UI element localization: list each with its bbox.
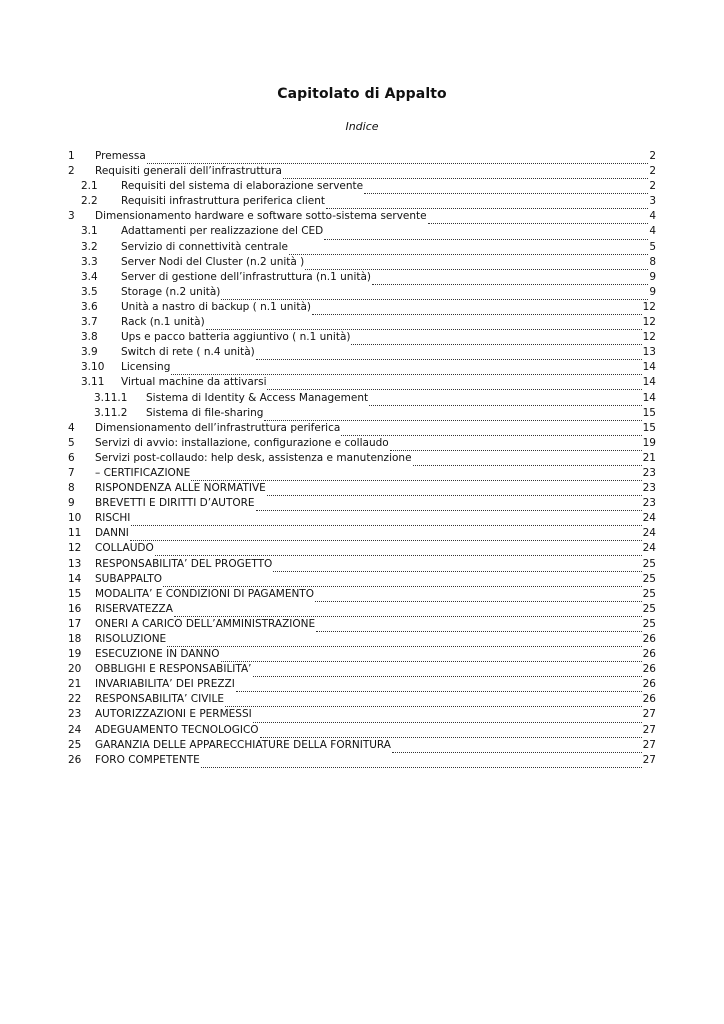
toc-dot-leader [253,712,642,723]
toc-entry[interactable] [68,149,656,164]
toc-entry-number: 11 [68,527,82,540]
toc-entry-number: 2.2 [81,195,98,208]
toc-entry-page[interactable]: 12 [642,300,656,313]
toc-entry[interactable] [68,723,656,738]
toc-dot-leader [130,530,642,541]
toc-entry-page[interactable]: 14 [642,361,656,374]
toc-entry-page[interactable]: 25 [642,617,656,630]
toc-dot-leader [206,319,642,330]
toc-dot-leader [324,229,648,240]
toc-entry-title[interactable]: Adattamenti per realizzazione del CED [121,225,324,238]
toc-dot-leader [326,198,648,209]
toc-entry-page[interactable]: 25 [642,557,656,570]
toc-dot-leader [312,304,642,315]
toc-entry-number: 3.11.1 [94,391,128,404]
toc-entry-page[interactable]: 21 [642,451,656,464]
toc-entry-title[interactable]: Unità a nastro di backup ( n.1 unità) [121,300,311,313]
toc-dot-leader [155,545,642,556]
toc-entry-page[interactable]: 2 [649,180,656,193]
toc-entry[interactable] [68,240,656,255]
toc-entry[interactable] [68,753,656,768]
toc-entry-number: 23 [68,708,82,721]
toc-dot-leader [392,742,642,753]
toc-dot-leader [163,576,642,587]
toc-entry[interactable] [68,209,656,224]
toc-entry-page[interactable]: 4 [649,225,656,238]
toc-entry[interactable] [68,194,656,209]
toc-entry-number: 7 [68,466,75,479]
toc-entry-page[interactable]: 27 [642,753,656,766]
toc-entry-title[interactable]: AUTORIZZAZIONI E PERMESSI [95,708,252,721]
toc-entry-title[interactable]: COLLAUDO [95,542,154,555]
toc-entry-number: 4 [68,421,75,434]
toc-entry-title[interactable]: RISCHI [95,512,131,525]
toc-entry[interactable] [68,481,656,496]
toc-entry-page[interactable]: 9 [649,285,656,298]
toc-dot-leader [315,591,642,602]
toc-entry-title[interactable]: INVARIABILITA’ DEI PREZZI [95,678,235,691]
toc-entry[interactable] [68,315,656,330]
index-heading: Indice [345,120,379,133]
toc-entry-page[interactable]: 24 [642,527,656,540]
toc-entry[interactable] [68,662,656,677]
toc-entry[interactable] [68,164,656,179]
toc-entry-title[interactable]: Servizio di connettività centrale [121,240,288,253]
toc-entry-number: 10 [68,512,82,525]
toc-entry-number: 15 [68,587,82,600]
toc-entry[interactable] [68,632,656,647]
toc-entry-number: 6 [68,451,75,464]
toc-entry-title[interactable]: Premessa [95,150,146,162]
toc-entry-page[interactable]: 19 [642,436,656,449]
toc-dot-leader [236,681,642,692]
toc-entry-number: 3.4 [81,270,98,283]
toc-entry[interactable] [68,345,656,360]
toc-entry-number: 3.10 [81,361,105,374]
toc-dot-leader [305,259,648,270]
toc-entry-number: 1 [68,150,75,162]
toc-entry-title[interactable]: Rack (n.1 unità) [121,316,205,329]
toc-entry[interactable] [68,406,656,421]
toc-entry[interactable] [68,330,656,345]
toc-entry-title[interactable]: Licensing [121,361,171,374]
toc-entry-page[interactable]: 27 [642,708,656,721]
toc-entry-title[interactable]: – CERTIFICAZIONE [95,466,191,479]
toc-entry-number: 3.8 [81,331,98,344]
toc-entry[interactable] [68,557,656,572]
toc-entry[interactable] [68,602,656,617]
toc-entry-title[interactable]: Requisiti generali dell’infrastruttura [95,165,282,178]
toc-dot-leader [369,395,642,406]
toc-entry[interactable] [68,285,656,300]
toc-dot-leader [413,455,642,466]
toc-entry-page[interactable]: 5 [649,240,656,253]
toc-entry-title[interactable]: RISPONDENZA ALLE NORMATIVE [95,482,266,495]
toc-entry-title[interactable]: DANNI [95,527,129,540]
toc-entry[interactable] [68,526,656,541]
toc-entry[interactable] [68,692,656,707]
toc-entry[interactable] [68,255,656,270]
toc-entry-number: 12 [68,542,82,555]
toc-entry-title[interactable]: ESECUZIONE IN DANNO [95,648,220,661]
toc-entry-page[interactable]: 13 [642,346,656,359]
toc-entry[interactable] [68,375,656,390]
toc-entry-title[interactable]: RISERVATEZZA [95,602,173,615]
toc-dot-leader [221,651,642,662]
toc-entry-title[interactable]: FORO COMPETENTE [95,753,200,766]
toc-entry-page[interactable]: 14 [642,391,656,404]
toc-entry-number: 20 [68,663,82,676]
toc-dot-leader [191,470,641,481]
toc-entry[interactable] [68,677,656,692]
toc-dot-leader [341,425,641,436]
toc-entry-page[interactable]: 26 [642,648,656,661]
toc-dot-leader [225,696,642,707]
toc-entry-page[interactable]: 23 [642,482,656,495]
toc-entry[interactable] [68,224,656,239]
toc-entry[interactable] [68,451,656,466]
toc-entry-title[interactable]: RESPONSABILITA’ DEL PROGETTO [95,557,273,570]
toc-entry-page[interactable]: 25 [642,602,656,615]
toc-dot-leader [264,410,641,421]
toc-entry-page[interactable]: 24 [642,512,656,525]
table-of-contents [68,149,656,768]
toc-entry-title[interactable]: Dimensionamento hardware e software sotto-sistema servente [95,210,427,223]
toc-dot-leader [171,364,641,375]
toc-entry-page[interactable]: 8 [649,255,656,268]
toc-entry-title[interactable]: Requisiti infrastruttura periferica client [121,195,325,208]
toc-entry-title[interactable]: Servizi di avvio: installazione, configurazione e collaudo [95,436,389,449]
toc-entry-title[interactable]: Sistema di Identity & Access Management [146,391,369,404]
toc-entry-number: 18 [68,633,82,645]
toc-entry-title[interactable]: ONERI A CARICO DELL’AMMINISTRAZIONE [95,617,316,630]
toc-entry[interactable] [68,360,656,375]
toc-entry-title[interactable]: OBBLIGHI E RESPONSABILITA’ [95,663,252,676]
toc-entry-number: 2.1 [81,180,98,193]
toc-entry-number: 19 [68,648,82,661]
toc-entry-number: 24 [68,723,82,736]
toc-entry-page[interactable]: 15 [642,406,656,419]
toc-dot-leader [316,621,641,632]
toc-entry-page[interactable]: 26 [642,663,656,676]
toc-entry-page[interactable]: 25 [642,572,656,585]
toc-entry-number: 17 [68,617,82,630]
toc-entry-number: 13 [68,557,82,570]
toc-entry-title[interactable]: MODALITA’ E CONDIZIONI DI PAGAMENTO [95,587,314,600]
toc-entry-number: 3.2 [81,240,98,253]
toc-entry-page[interactable]: 23 [642,497,656,510]
toc-entry-page[interactable]: 26 [642,678,656,691]
toc-entry-page[interactable]: 12 [642,316,656,329]
toc-dot-leader [273,561,641,572]
toc-entry[interactable] [68,421,656,436]
toc-entry-title[interactable]: GARANZIA DELLE APPARECCHIATURE DELLA FORNITURA [95,738,391,751]
toc-entry-title[interactable]: Ups e pacco batteria aggiuntivo ( n.1 unità) [121,331,351,344]
toc-entry[interactable] [68,179,656,194]
toc-entry-title[interactable]: RISOLUZIONE [95,633,167,645]
toc-entry-page[interactable]: 27 [642,738,656,751]
toc-entry-page[interactable]: 14 [642,376,656,389]
toc-entry-page[interactable]: 2 [649,165,656,178]
toc-entry[interactable] [68,587,656,602]
toc-dot-leader [267,485,642,496]
toc-entry-number: 16 [68,602,82,615]
toc-dot-leader [372,274,648,285]
toc-entry-title[interactable]: Virtual machine da attivarsi [121,376,267,389]
toc-entry-number: 9 [68,497,75,510]
toc-entry[interactable] [68,391,656,406]
toc-entry[interactable] [68,647,656,662]
toc-dot-leader [253,666,642,677]
toc-entry[interactable] [68,436,656,451]
toc-dot-leader [428,213,649,224]
toc-entry-number: 3.7 [81,316,98,329]
toc-dot-leader [167,636,641,647]
toc-entry-number: 3.1 [81,225,98,238]
toc-entry[interactable] [68,466,656,481]
toc-entry-title[interactable]: Switch di rete ( n.4 unità) [121,346,255,359]
toc-entry[interactable] [68,300,656,315]
toc-entry[interactable] [68,496,656,511]
toc-entry-page[interactable]: 15 [642,421,656,434]
toc-entry-page[interactable]: 27 [642,723,656,736]
toc-entry-number: 3 [68,210,75,223]
toc-entry-title[interactable]: Servizi post-collaudo: help desk, assistenza e manutenzione [95,451,412,464]
toc-entry-number: 5 [68,436,75,449]
toc-entry[interactable] [68,541,656,556]
toc-entry[interactable] [68,617,656,632]
toc-entry-page[interactable]: 4 [649,210,656,223]
toc-dot-leader [201,757,642,768]
toc-entry-page[interactable]: 26 [642,693,656,706]
toc-entry-page[interactable]: 12 [642,331,656,344]
toc-entry-title[interactable]: RESPONSABILITA’ CIVILE [95,693,224,706]
toc-dot-leader [256,500,642,511]
toc-entry-title[interactable]: Server di gestione dell’infrastruttura (n.1 unità) [121,270,372,283]
toc-dot-leader [390,440,642,451]
toc-entry-title[interactable]: BREVETTI E DIRITTI D’AUTORE [95,497,255,510]
toc-entry-number: 8 [68,482,75,495]
toc-dot-leader [256,349,642,360]
toc-entry[interactable] [68,270,656,285]
toc-entry-number: 3.11.2 [94,406,128,419]
toc-dot-leader [289,244,648,255]
toc-entry-page[interactable]: 26 [642,633,656,645]
toc-dot-leader [221,289,648,300]
document-title: Capitolato di Appalto [277,86,447,102]
toc-entry[interactable] [68,511,656,526]
toc-entry-page[interactable]: 24 [642,542,656,555]
toc-entry-page[interactable]: 23 [642,466,656,479]
toc-entry-number: 3.11 [81,376,105,389]
toc-entry-page[interactable]: 9 [649,270,656,283]
toc-entry-number: 3.6 [81,300,98,313]
toc-entry-title[interactable]: Dimensionamento dell’infrastruttura periferica [95,421,341,434]
toc-dot-leader [131,515,641,526]
toc-entry-number: 21 [68,678,82,691]
toc-dot-leader [174,606,642,617]
toc-entry[interactable] [68,572,656,587]
toc-entry-number: 14 [68,572,82,585]
toc-entry-title[interactable]: SUBAPPALTO [95,572,162,585]
toc-dot-leader [147,153,649,164]
toc-dot-leader [260,727,642,738]
toc-entry-title[interactable]: Requisiti del sistema di elaborazione servente [121,180,364,193]
toc-entry-title[interactable]: Storage (n.2 unità) [121,285,221,298]
toc-entry-number: 3.3 [81,255,98,268]
toc-entry-number: 3.5 [81,285,98,298]
toc-entry-number: 26 [68,753,82,766]
toc-entry-title[interactable]: ADEGUAMENTO TECNOLOGICO [95,723,259,736]
toc-entry-number: 3.9 [81,346,98,359]
toc-entry-number: 25 [68,738,82,751]
toc-entry-title[interactable]: Server Nodi del Cluster (n.2 unità ) [121,255,305,268]
toc-entry-title[interactable]: Sistema di file-sharing [146,406,264,419]
toc-entry[interactable] [68,738,656,753]
toc-dot-leader [351,334,641,345]
toc-dot-leader [364,183,648,194]
toc-entry[interactable] [68,707,656,722]
toc-entry-page[interactable]: 25 [642,587,656,600]
toc-entry-page[interactable]: 2 [649,150,656,162]
toc-dot-leader [267,379,641,390]
toc-dot-leader [283,168,648,179]
toc-entry-number: 22 [68,693,82,706]
toc-entry-number: 2 [68,165,75,178]
toc-entry-page[interactable]: 3 [649,195,656,208]
